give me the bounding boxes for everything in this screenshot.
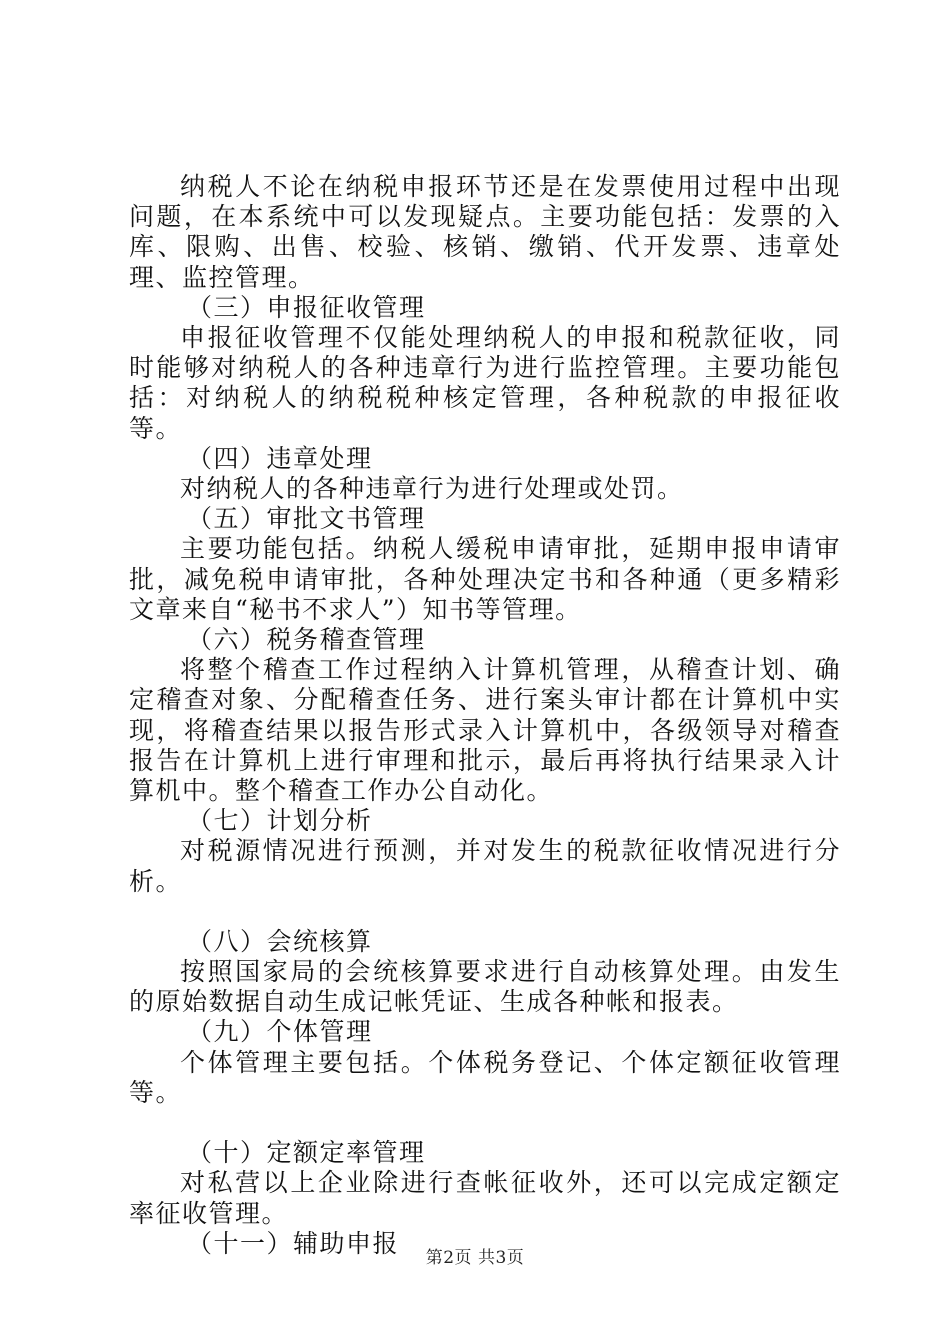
- page-footer: 第2页 共3页: [425, 1248, 525, 1268]
- section-heading: （五）审批文书管理: [187, 504, 426, 534]
- body-paragraph: 申报征收管理不仅能处理纳税人的申报和税款征收，同时能够对纳税人的各种违章行为进行监控管理。主要功能包括：对纳税人的纳税税种核定管理，各种税款的申报征收等。: [129, 323, 841, 443]
- paragraph-spacer: [129, 1108, 841, 1138]
- body-paragraph: 按照国家局的会统核算要求进行自动核算处理。由发生的原始数据自动生成记帐凭证、生成各种帐和报表。: [129, 957, 841, 1017]
- body-paragraph: 对私营以上企业除进行查帐征收外，还可以完成定额定率征收管理。: [129, 1168, 841, 1228]
- body-paragraph: 对税源情况进行预测，并对发生的税款征收情况进行分析。: [129, 836, 841, 896]
- section-heading: （四）违章处理: [187, 443, 373, 473]
- document-body: [129, 172, 841, 1259]
- section-heading: （十一）辅助申报: [187, 1228, 400, 1258]
- section-heading: （三）申报征收管理: [187, 292, 426, 322]
- section-heading: （九）个体管理: [187, 1017, 373, 1047]
- section-heading: （七）计划分析: [187, 806, 373, 836]
- body-paragraph: 纳税人不论在纳税申报环节还是在发票使用过程中出现问题，在本系统中可以发现疑点。主要功能包括：发票的入库、限购、出售、校验、核销、缴销、代开发票、违章处理、监控管理。: [129, 172, 841, 292]
- body-paragraph: 对纳税人的各种违章行为进行处理或处罚。: [180, 474, 684, 504]
- section-heading: （十）定额定率管理: [187, 1138, 426, 1168]
- section-heading: （六）税务稽查管理: [187, 625, 426, 655]
- section-heading: （八）会统核算: [187, 926, 373, 956]
- body-paragraph: 主要功能包括。纳税人缓税申请审批，延期申报申请审批，减免税申请审批，各种处理决定书和各种通（更多精彩文章来自“秘书不求人”）知书等管理。: [129, 534, 841, 624]
- body-paragraph: 将整个稽查工作过程纳入计算机管理，从稽查计划、确定稽查对象、分配稽查任务、进行案头审计都在计算机中实现，将稽查结果以报告形式录入计算机中，各级领导对稽查报告在计算机上进行审理和批示，最后再将执行结果录入计算机中。整个稽查工作办公自动化。: [129, 655, 841, 806]
- paragraph-spacer: [129, 897, 841, 927]
- body-paragraph: 个体管理主要包括。个体税务登记、个体定额征收管理等。: [129, 1047, 841, 1107]
